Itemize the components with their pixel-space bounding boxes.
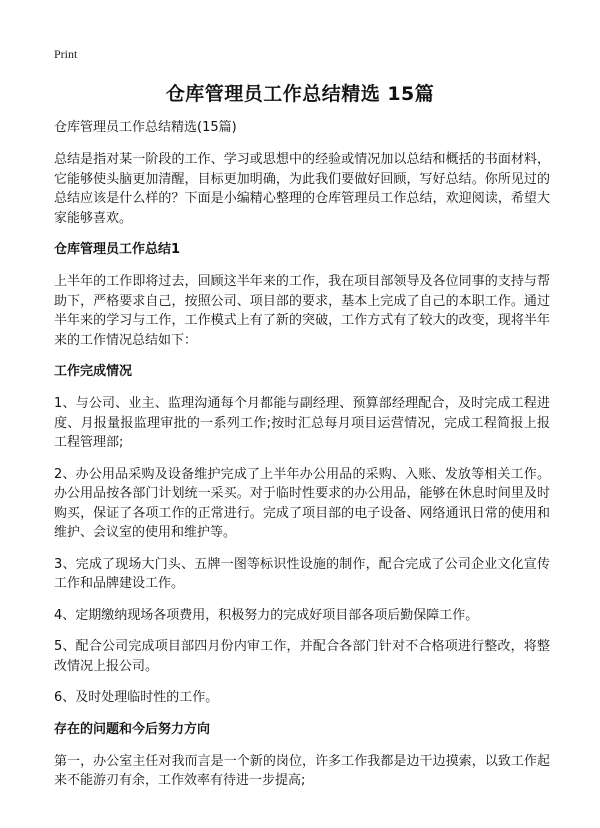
work-status-heading: 工作完成情况 — [54, 364, 133, 379]
work-item: 2、办公用品采购及设备维护完成了上半年办公用品的采购、入账、发放等相关工作。办公用品按各部门计划统一采买。对于临时性要求的办公用品，能够在休息时间里及时购买，保证了各项工作的正常进行。完成了项目部的电子设备、网络通讯日常的使用和维护、会议室的使用和维护等。 — [54, 466, 550, 540]
problems-heading: 存在的问题和今后努力方向 — [54, 721, 211, 737]
work-item: 6、及时处理临时性的工作。 — [54, 690, 219, 705]
section1-paragraph: 上半年的工作即将过去，回顾这半年来的工作，我在项目部领导及各位同事的支持与帮助下，严格要求自己，按照公司、项目部的要求，基本上完成了自己的本职工作。通过半年来的学习与工作，工作模式上有了新的突破，工作方式有了较大的改变，现将半年来的工作情况总结如下： — [54, 274, 550, 348]
document-subtitle: 仓库管理员工作总结精选(15篇) — [54, 120, 237, 135]
document-title: 仓库管理员工作总结精选 15篇 — [165, 83, 435, 105]
intro-paragraph: 总结是指对某一阶段的工作、学习或思想中的经验或情况加以总结和概括的书面材料，它能够使头脑更加清醒，目标更加明确，为此我们要做好回顾，写好总结。你所见过的总结应该是什么样的？下面是小编精心整理的仓库管理员工作总结，欢迎阅读，希望大家能够喜欢。 — [54, 152, 550, 226]
work-item: 5、配合公司完成项目部四月份内审工作，并配合各部门针对不合格项进行整改，将整改情况上报公司。 — [54, 639, 550, 674]
work-item: 4、定期缴纳现场各项费用，积极努力的完成好项目部各项后勤保障工作。 — [54, 607, 479, 623]
work-item: 1、与公司、业主、监理沟通每个月都能与副经理、预算部经理配合，及时完成工程进度、月报量报监理审批的一系列工作;按时汇总每月项目运营情况，完成工程简报上报工程管理部; — [54, 396, 550, 450]
problems-paragraph: 第一，办公室主任对我而言是一个新的岗位，许多工作我都是边干边摸索，以致工作起来不能游刃有余，工作效率有待进一步提高; — [54, 753, 550, 788]
section1-heading: 仓库管理员工作总结1 — [54, 242, 181, 257]
print-label: Print — [54, 47, 78, 61]
work-item: 3、完成了现场大门头、五牌一图等标识性设施的制作，配合完成了公司企业文化宣传工作和品牌建设工作。 — [54, 556, 550, 591]
document-body — [54, 118, 550, 803]
